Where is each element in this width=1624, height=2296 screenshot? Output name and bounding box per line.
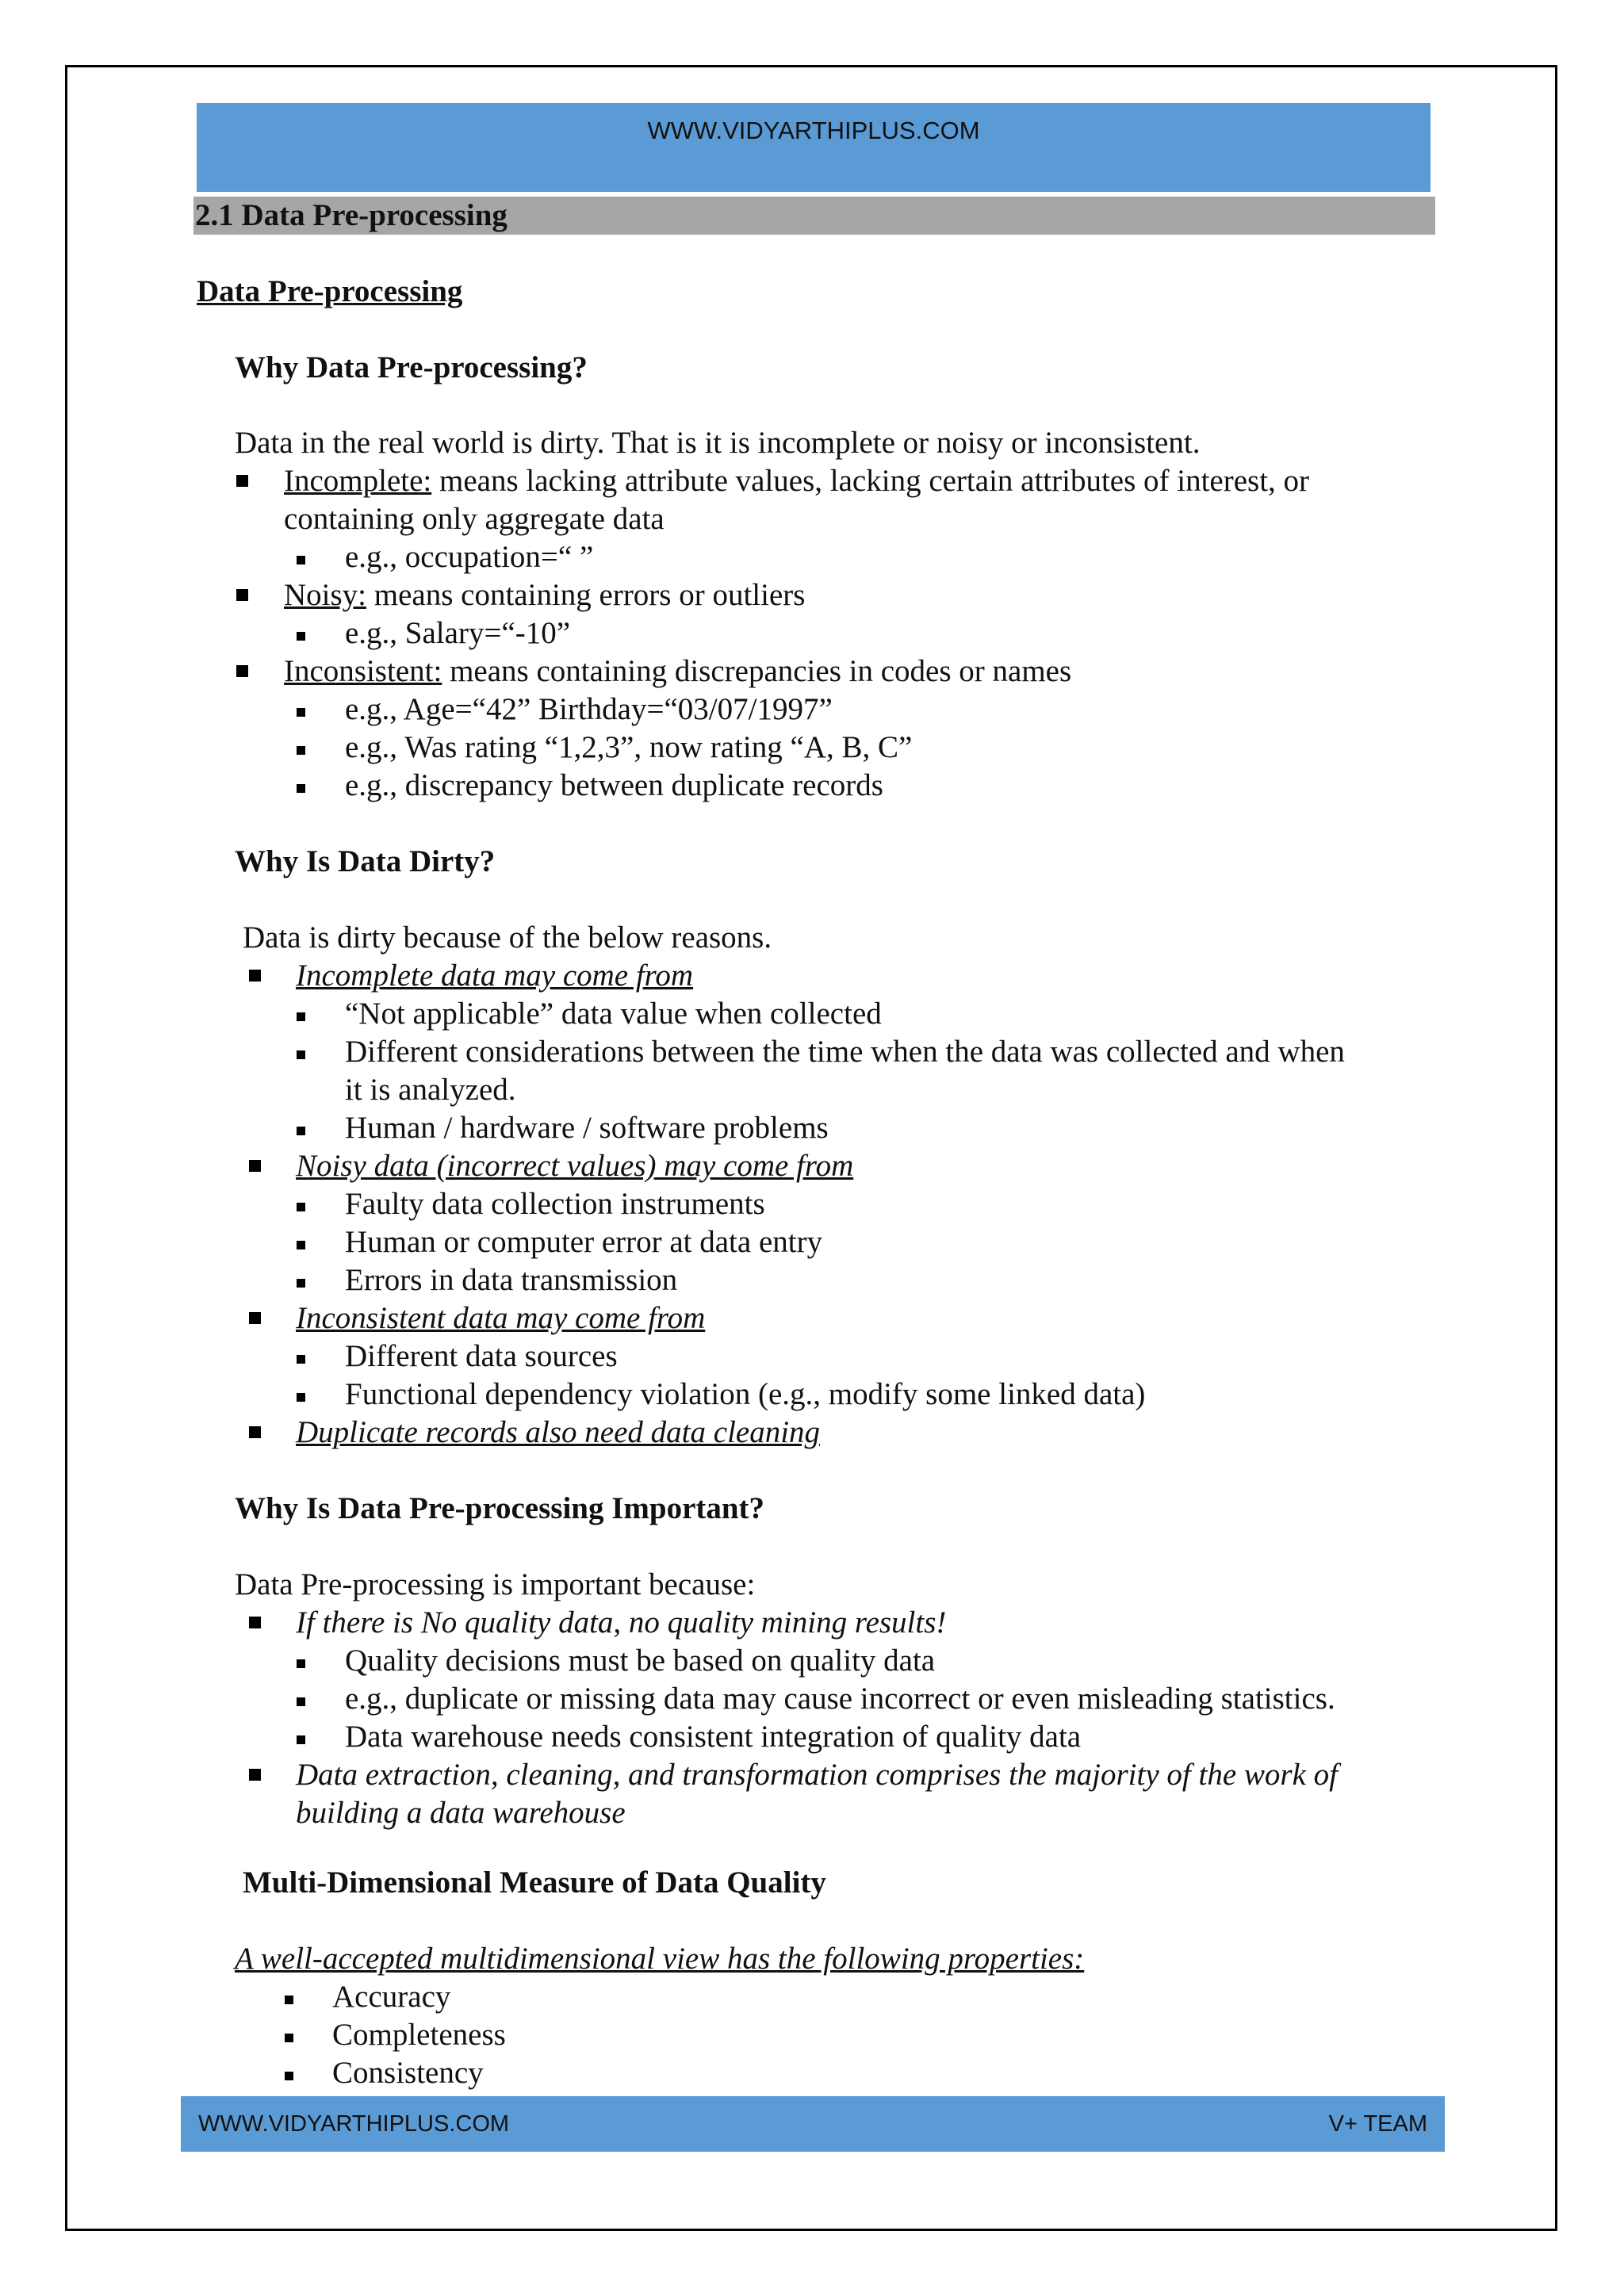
- incomplete-reason-2-cont: it is analyzed.: [345, 1073, 516, 1107]
- bullet-square-icon: [285, 2034, 293, 2042]
- no-quality-data: If there is No quality data, no quality mining results!: [296, 1605, 947, 1640]
- bullet-square-icon: [297, 1735, 305, 1744]
- extraction-point: Data extraction, cleaning, and transformation comprises the majority of the work of: [296, 1758, 1338, 1792]
- desc-incomplete-cont: containing only aggregate data: [284, 502, 665, 536]
- multi-dim-intro: A well-accepted multidimensional view has the following properties:: [235, 1942, 1085, 1976]
- duplicate-records: Duplicate records also need data cleaning: [296, 1415, 821, 1449]
- desc-incomplete: means lacking attribute values, lacking certain attributes of interest, or: [431, 464, 1310, 498]
- noisy-reason-2: Human or computer error at data entry: [345, 1225, 823, 1259]
- inconsistent-reason-1: Different data sources: [345, 1339, 618, 1373]
- bullet-square-icon: [297, 1241, 305, 1249]
- property-item: Accuracy: [332, 1980, 451, 2014]
- incomplete-from: Incomplete data may come from: [296, 959, 694, 993]
- intro-important: Data Pre-processing is important because:: [235, 1567, 756, 1601]
- noisy-reason-3: Errors in data transmission: [345, 1263, 678, 1297]
- term-inconsistent: Inconsistent:: [284, 654, 442, 688]
- term-noisy: Noisy:: [284, 578, 367, 612]
- main-heading: Data Pre-processing: [197, 274, 463, 308]
- bullet-square-icon: [249, 970, 261, 982]
- heading-why-preprocessing: Why Data Pre-processing?: [235, 350, 588, 385]
- header-site: WWW.VIDYARTHIPLUS.COM: [647, 117, 980, 144]
- heading-why-important: Why Is Data Pre-processing Important?: [235, 1491, 765, 1525]
- bullet-square-icon: [297, 1355, 305, 1364]
- list-item-inconsistent: [284, 652, 1071, 691]
- heading-multi-dimensional: Multi-Dimensional Measure of Data Quality: [243, 1866, 826, 1900]
- desc-inconsistent: means containing discrepancies in codes or names: [442, 654, 1072, 688]
- incomplete-reason-2: Different considerations between the time when the data was collected and when: [345, 1035, 1345, 1069]
- bullet-square-icon: [297, 632, 305, 641]
- bullet-square-icon: [297, 746, 305, 755]
- section-title: 2.1 Data Pre-processing: [193, 197, 1435, 235]
- inconsistent-from: Inconsistent data may come from: [296, 1301, 706, 1335]
- footer-site: WWW.VIDYARTHIPLUS.COM: [198, 2111, 510, 2137]
- page-header: [197, 103, 1431, 192]
- bullet-square-icon: [297, 784, 305, 793]
- example-inconsistent-1: e.g., Age=“42” Birthday=“03/07/1997”: [345, 692, 833, 726]
- bullet-square-icon: [249, 1426, 261, 1438]
- bullet-square-icon: [285, 2072, 293, 2080]
- page-footer: [181, 2096, 1445, 2152]
- example-inconsistent-3: e.g., discrepancy between duplicate records: [345, 768, 883, 802]
- quality-point-2: e.g., duplicate or missing data may cause incorrect or even misleading statistics.: [345, 1682, 1335, 1716]
- bullet-square-icon: [249, 1160, 261, 1172]
- bullet-square-icon: [297, 1127, 305, 1135]
- property-item: Completeness: [332, 2018, 506, 2052]
- term-incomplete: Incomplete:: [284, 464, 432, 498]
- list-item-incomplete: [284, 462, 1309, 500]
- bullet-square-icon: [297, 1203, 305, 1211]
- noisy-from: Noisy data (incorrect values) may come from: [296, 1149, 854, 1183]
- extraction-point-cont: building a data warehouse: [296, 1796, 626, 1830]
- bullet-square-icon: [297, 556, 305, 564]
- bullet-square-icon: [297, 1697, 305, 1706]
- incomplete-reason-1: “Not applicable” data value when collected: [345, 997, 882, 1031]
- list-item-noisy: [284, 576, 805, 614]
- bullet-square-icon: [297, 1050, 305, 1059]
- bullet-square-icon: [297, 1279, 305, 1288]
- quality-point-1: Quality decisions must be based on quality data: [345, 1644, 936, 1678]
- bullet-square-icon: [249, 1617, 261, 1628]
- bullet-square-icon: [249, 1312, 261, 1324]
- example-incomplete: e.g., occupation=“ ”: [345, 540, 594, 574]
- bullet-square-icon: [297, 708, 305, 717]
- bullet-square-icon: [297, 1393, 305, 1402]
- desc-noisy: means containing errors or outliers: [366, 578, 806, 612]
- bullet-square-icon: [236, 665, 248, 677]
- footer-team: V+ TEAM: [1328, 2111, 1427, 2137]
- incomplete-reason-3: Human / hardware / software problems: [345, 1111, 829, 1145]
- quality-point-3: Data warehouse needs consistent integration of quality data: [345, 1720, 1082, 1754]
- bullet-square-icon: [297, 1012, 305, 1021]
- heading-why-dirty: Why Is Data Dirty?: [235, 844, 496, 878]
- property-item: Consistency: [332, 2056, 484, 2090]
- bullet-square-icon: [285, 1996, 293, 2004]
- noisy-reason-1: Faulty data collection instruments: [345, 1187, 765, 1221]
- inconsistent-reason-2: Functional dependency violation (e.g., modify some linked data): [345, 1377, 1146, 1411]
- bullet-square-icon: [236, 589, 248, 601]
- example-inconsistent-2: e.g., Was rating “1,2,3”, now rating “A, B, C”: [345, 730, 913, 764]
- bullet-square-icon: [249, 1769, 261, 1781]
- intro-dirty-data: Data in the real world is dirty. That is it is incomplete or noisy or inconsistent.: [235, 426, 1201, 460]
- intro-dirty-reasons: Data is dirty because of the below reasons.: [243, 920, 772, 955]
- bullet-square-icon: [297, 1659, 305, 1668]
- bullet-square-icon: [236, 475, 248, 487]
- example-noisy: e.g., Salary=“-10”: [345, 616, 571, 650]
